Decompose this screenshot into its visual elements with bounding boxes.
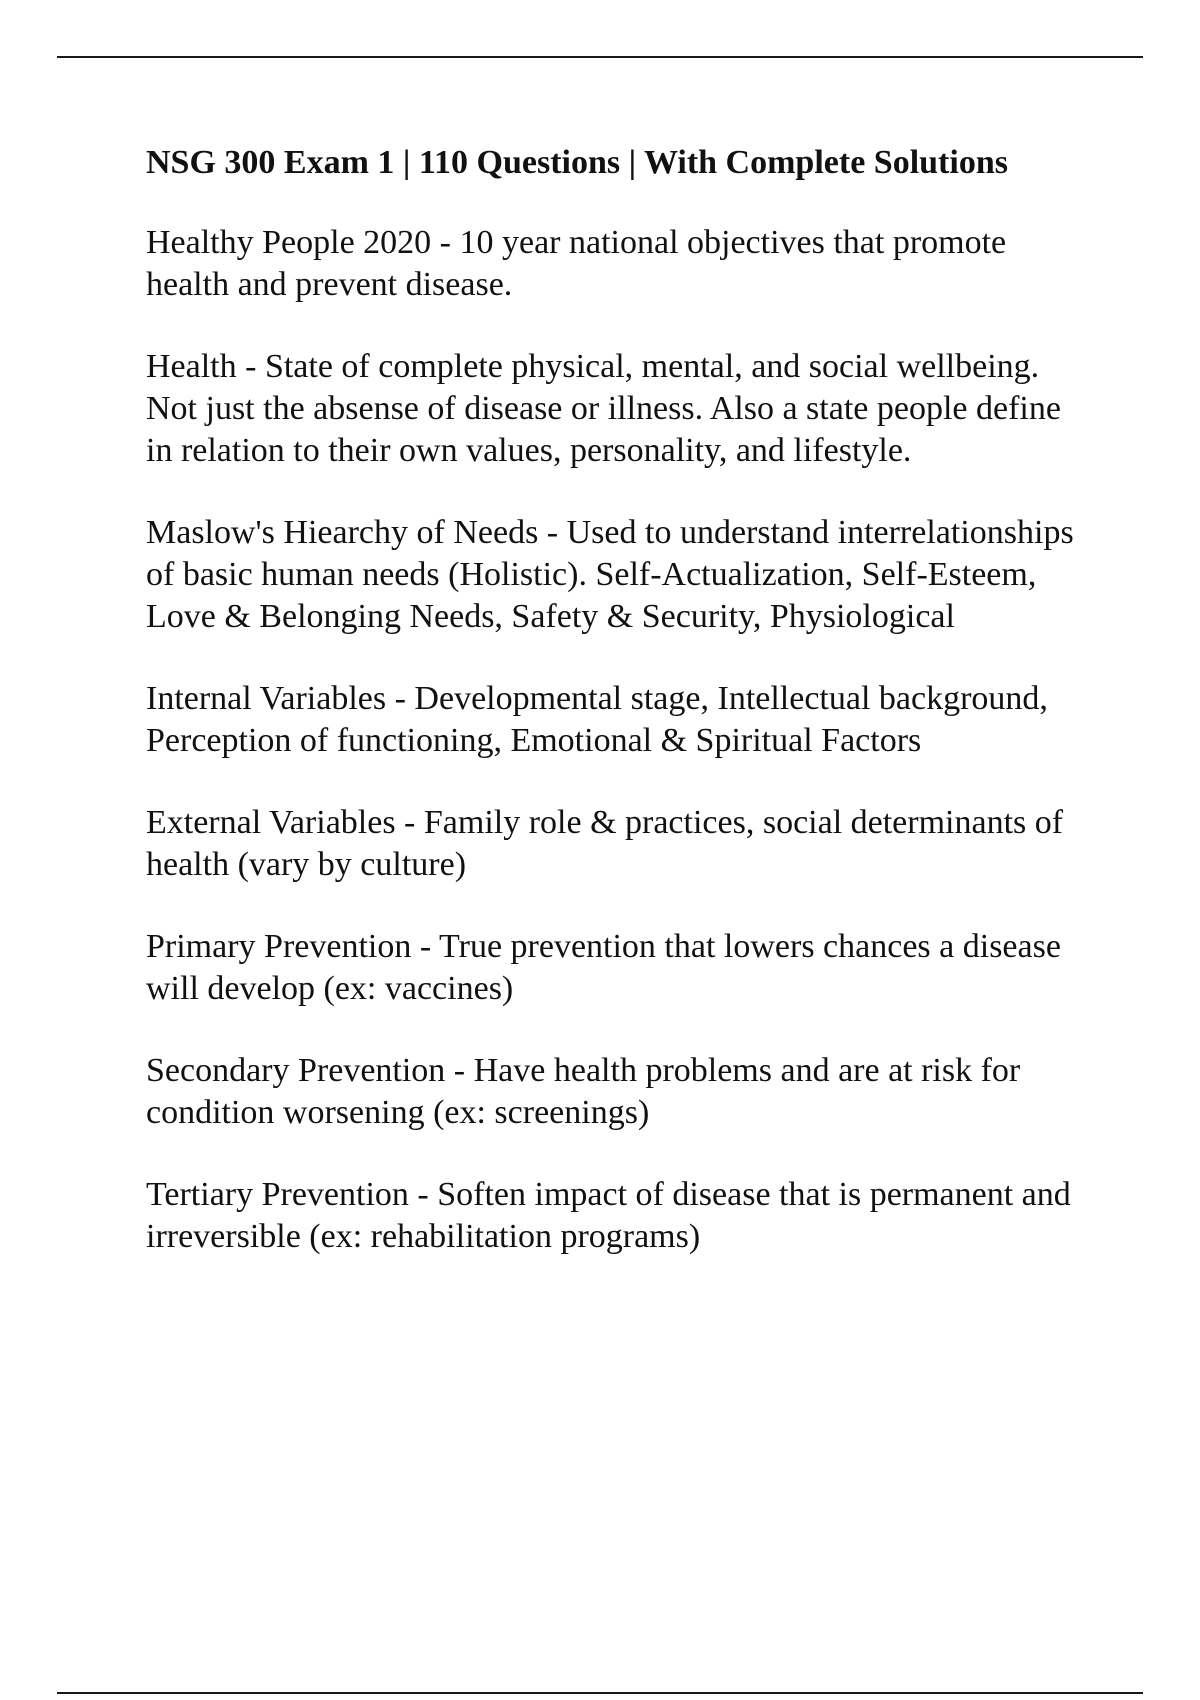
entry-tertiary-prevention: Tertiary Prevention - Soften impact of disease that is permanent and irreversible (ex: rehabilitation programs): [146, 1176, 1071, 1255]
document-title: NSG 300 Exam 1 | 110 Questions | With Complete Solutions: [146, 144, 1008, 181]
page-content: [146, 142, 1086, 1298]
entry-external-variables: External Variables - Family role & practices, social determinants of health (vary by culture): [146, 804, 1064, 883]
entry-health: Health - State of complete physical, mental, and social wellbeing. Not just the absense of disease or illness. Also a state people define in relation to their own values, personality, and lifestyle.: [146, 348, 1061, 469]
entry-secondary-prevention: Secondary Prevention - Have health problems and are at risk for condition worsening (ex: screenings): [146, 1052, 1021, 1131]
bottom-divider: [57, 1692, 1143, 1694]
entry-maslow: Maslow's Hiearchy of Needs - Used to understand interrelationships of basic human needs (Holistic). Self-Actualization, Self-Esteem, Love & Belonging Needs, Safety & Security, Physiological: [146, 514, 1074, 635]
entry-primary-prevention: Primary Prevention - True prevention that lowers chances a disease will develop (ex: vaccines): [146, 928, 1061, 1007]
entry-healthy-people: Healthy People 2020 - 10 year national objectives that promote health and prevent disease.: [146, 224, 1007, 303]
top-divider: [57, 56, 1143, 58]
entry-internal-variables: Internal Variables - Developmental stage, Intellectual background, Perception of functioning, Emotional & Spiritual Factors: [146, 680, 1048, 759]
